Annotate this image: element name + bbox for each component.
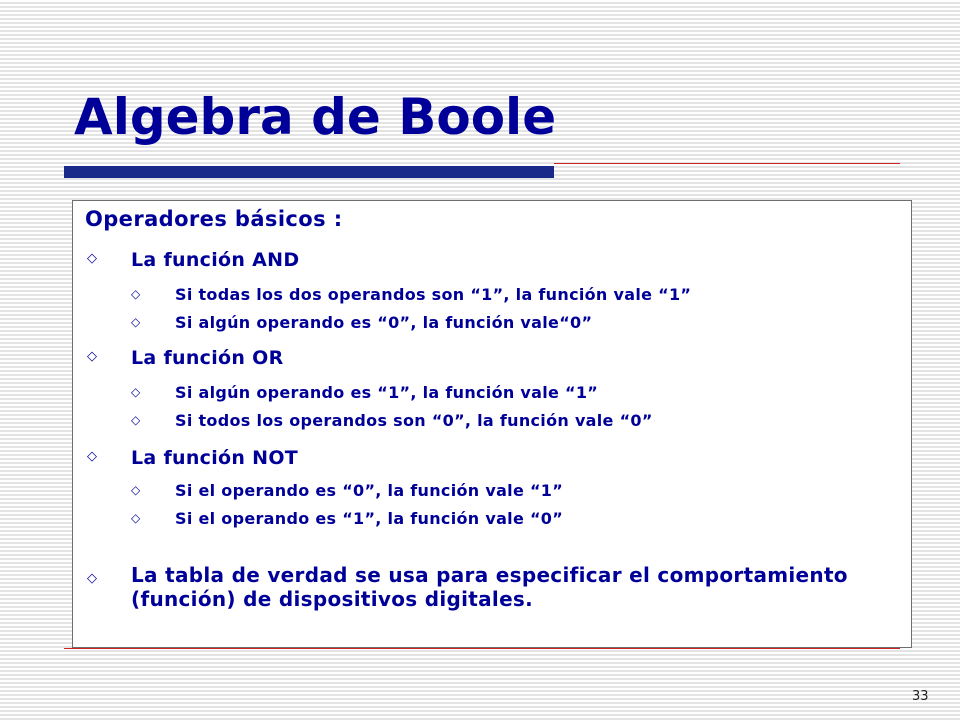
subbullet-or-1: [131, 383, 598, 402]
bullet-and-function: [87, 249, 299, 271]
subbullet-text: Si el operando es “0”, la función vale “1”: [175, 481, 564, 500]
diamond-bullet-icon: ◇: [87, 349, 98, 364]
diamond-bullet-icon: ◇: [87, 251, 98, 266]
slide-title: Algebra de Boole: [74, 88, 557, 146]
diamond-bullet-icon: ◇: [131, 384, 141, 399]
subbullet-not-2: [131, 509, 563, 528]
subbullet-and-1: [131, 285, 691, 304]
diamond-bullet-icon: ◇: [131, 482, 141, 497]
page-number: 33: [912, 689, 929, 704]
title-accent-line: [554, 163, 900, 164]
bullet-text: La tabla de verdad se usa para especificar el comportamiento (función) de dispositivos digitales.: [131, 563, 848, 611]
bullet-label: La función AND: [131, 249, 300, 271]
subbullet-and-2: [131, 313, 592, 332]
subbullet-text: Si el operando es “1”, la función vale “0”: [175, 509, 564, 528]
diamond-bullet-icon: ◇: [87, 449, 98, 464]
subbullet-not-1: [131, 481, 563, 500]
content-box: [72, 200, 912, 648]
bullet-label: La función OR: [131, 347, 284, 369]
section-heading: Operadores básicos :: [85, 207, 343, 231]
title-underline-bar: [64, 166, 554, 178]
bullet-not-function: [87, 447, 298, 469]
diamond-bullet-icon: ◇: [131, 286, 141, 301]
subbullet-text: Si algún operando es “1”, la función vale “1”: [175, 383, 599, 402]
bullet-label: La función NOT: [131, 447, 299, 469]
subbullet-text: Si todos los operandos son “0”, la función vale “0”: [175, 411, 653, 430]
diamond-bullet-icon: ◇: [131, 314, 141, 329]
bullet-truth-table: [87, 563, 867, 611]
diamond-bullet-icon: ◇: [87, 571, 98, 586]
bullet-or-function: [87, 347, 284, 369]
footer-accent-line: [64, 648, 900, 649]
diamond-bullet-icon: ◇: [131, 412, 141, 427]
diamond-bullet-icon: ◇: [131, 510, 141, 525]
subbullet-text: Si todas los dos operandos son “1”, la función vale “1”: [175, 285, 692, 304]
subbullet-text: Si algún operando es “0”, la función vale“0”: [175, 313, 593, 332]
subbullet-or-2: [131, 411, 653, 430]
